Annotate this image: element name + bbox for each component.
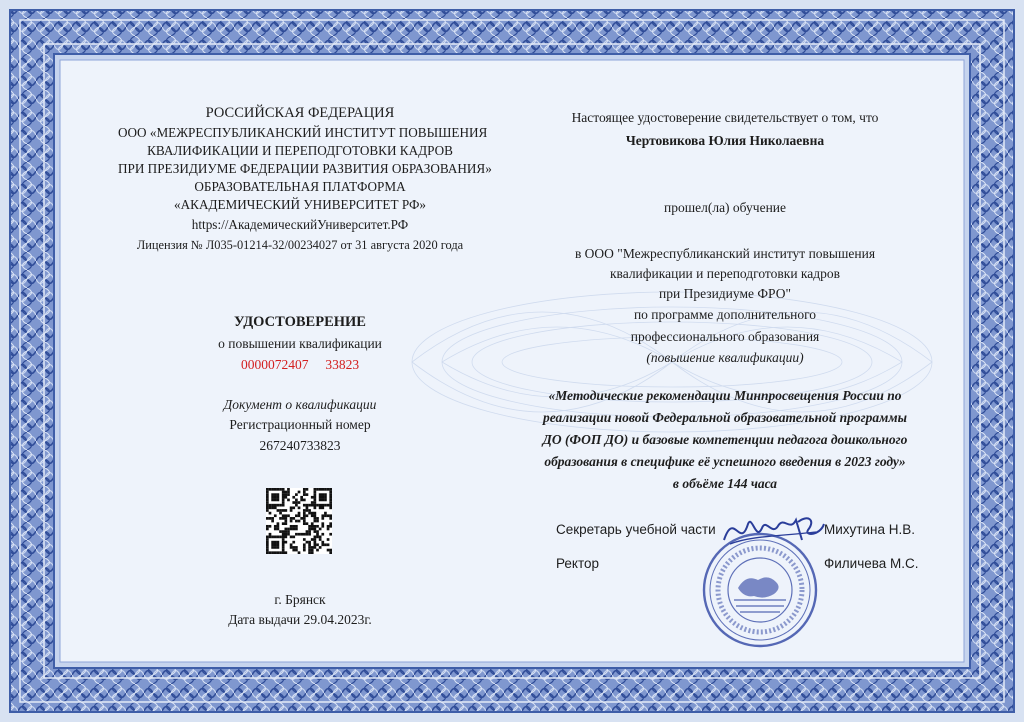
issue-date: Дата выдачи 29.04.2023г. — [228, 612, 372, 627]
program-type: (повышение квалификации) — [646, 350, 804, 365]
country-title: РОССИЙСКАЯ ФЕДЕРАЦИЯ — [205, 105, 395, 121]
registration-number: 267240733823 — [259, 438, 341, 453]
course-title-line4: образования в специфике её успешного введения в 2023 году» — [544, 454, 906, 469]
platform-line2: «АКАДЕМИЧЕСКИЙ УНИВЕРСИТЕТ РФ» — [174, 197, 426, 212]
intro-text: Настоящее удостоверение свидетельствует о том, что — [571, 110, 879, 125]
document-title: УДОСТОВЕРЕНИЕ — [234, 314, 366, 330]
issue-city: г. Брянск — [274, 592, 326, 607]
rector-label: Ректор — [556, 556, 600, 571]
document-series: 0000072407 — [240, 357, 309, 372]
institution-line1: в ООО "Межреспубликанский институт повышения — [574, 246, 876, 261]
institution-line2: квалификации и переподготовки кадров — [609, 266, 841, 281]
course-title-line1: «Методические рекомендации Минпросвещения России по — [548, 388, 902, 403]
org-name-line2: КВАЛИФИКАЦИИ И ПЕРЕПОДГОТОВКИ КАДРОВ — [147, 143, 453, 158]
secretary-name: Михутина Н.В. — [824, 522, 915, 537]
license-line: Лицензия № Л035-01214-32/00234027 от 31 августа 2020 года — [136, 238, 464, 252]
document-number: 33823 — [325, 357, 360, 372]
completed-training: прошел(ла) обучение — [663, 200, 787, 215]
program-line1: по программе дополнительного — [633, 307, 817, 322]
recipient-name: Чертовикова Юлия Николаевна — [625, 133, 825, 148]
secretary-signature — [720, 506, 830, 552]
site-url: https://АкадемическийУниверситет.РФ — [191, 217, 409, 232]
rector-name: Филичева М.С. — [824, 556, 919, 571]
course-title-line2: реализации новой Федеральной образовательной программы — [542, 410, 908, 425]
institution-line3: при Президиуме ФРО" — [659, 286, 791, 301]
org-name-line1: ООО «МЕЖРЕСПУБЛИКАНСКИЙ ИНСТИТУТ ПОВЫШЕНИЯ — [118, 125, 488, 140]
course-title-line3: ДО (ФОП ДО) и базовые компетенции педагога дошкольного — [542, 432, 908, 447]
registration-label: Регистрационный номер — [229, 417, 371, 432]
qr-code[interactable] — [266, 488, 332, 554]
platform-line1: ОБРАЗОВАТЕЛЬНАЯ ПЛАТФОРМА — [194, 179, 406, 194]
org-name-line3: ПРИ ПРЕЗИДИУМЕ ФЕДЕРАЦИИ РАЗВИТИЯ ОБРАЗОВАНИЯ» — [118, 161, 492, 176]
document-kind: Документ о квалификации — [223, 397, 377, 412]
course-hours: в объёме 144 часа — [672, 476, 778, 491]
qr-code-graphic — [266, 488, 332, 554]
program-line2: профессионального образования — [630, 329, 820, 344]
document-subtitle: о повышении квалификации — [218, 336, 382, 351]
document-series-number — [118, 355, 482, 374]
secretary-label: Секретарь учебной части — [556, 522, 716, 537]
